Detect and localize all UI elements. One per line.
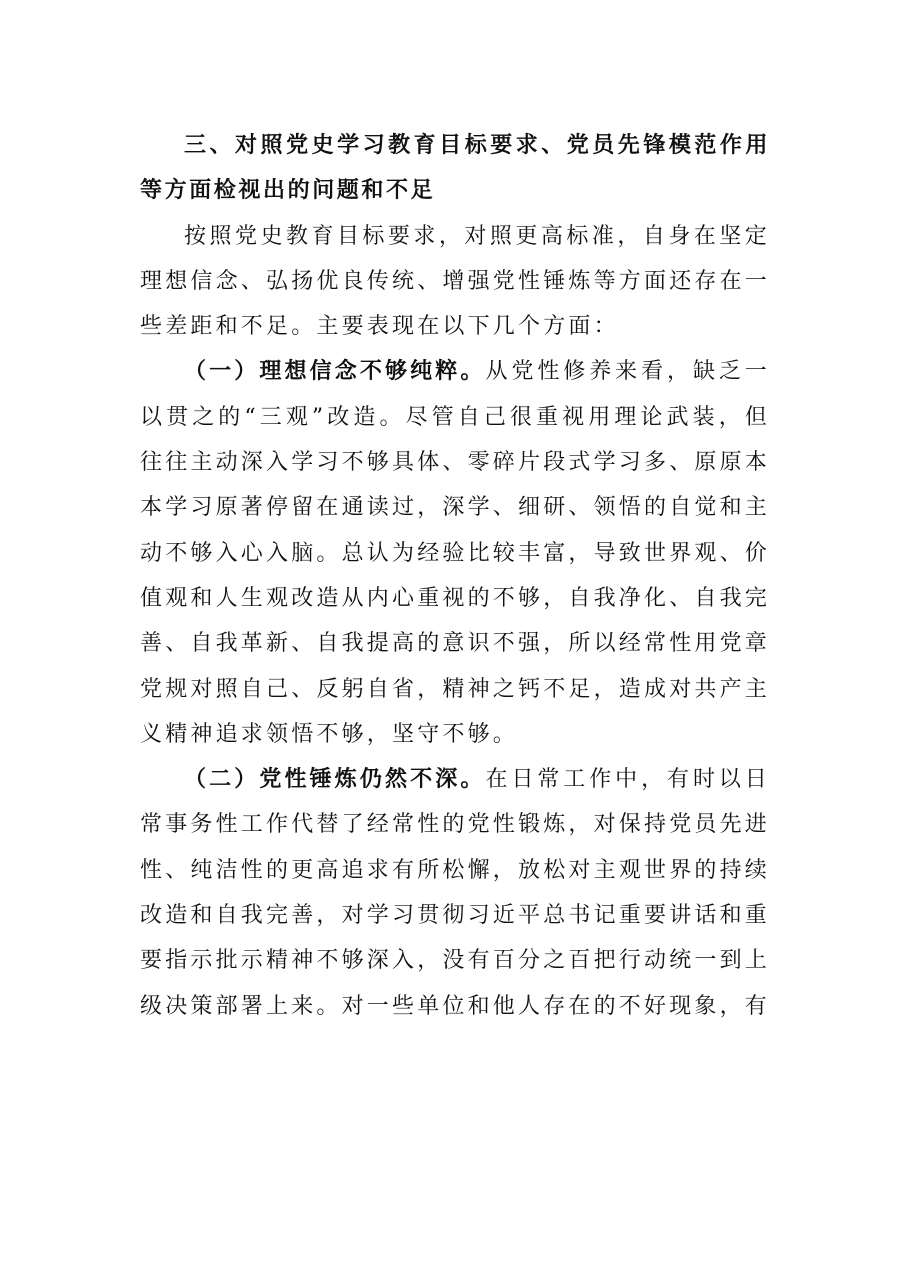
section-heading: 三、对照党史学习教育目标要求、党员先锋模范作用等方面检视出的问题和不足 (140, 133, 770, 204)
point-2-paragraph (140, 757, 770, 1029)
intro-paragraph: 按照党史教育目标要求，对照更高标准，自身在坚定理想信念、弘扬优良传统、增强党性锤炼等方面还存在一些差距和不足。主要表现在以下几个方面： (140, 223, 771, 340)
point-2-title: （二）党性锤炼仍然不深。 (184, 767, 486, 793)
point-1-title: （一）理想信念不够纯粹。 (184, 359, 486, 385)
point-1-body: 从党性修养来看，缺乏一以贯之的“三观”改造。尽管自己很重视用理论武装，但往往主动深入学习不够具体、零碎片段式学习多、原原本本学习原著停留在通读过，深学、细研、领悟的自觉和主动不够入心入脑。总认为经验比较丰富，导致世界观、价值观和人生观改造从内心重视的不够，自我净化、自我完善、自我革新、自我提高的意识不强，所以经常性用党章党规对照自己、反躬自省，精神之钙不足，造成对共产主义精神追求领悟不够，坚守不够。 (140, 359, 771, 747)
document-body (140, 123, 770, 1029)
point-2-body: 在日常工作中，有时以日常事务性工作代替了经常性的党性锻炼，对保持党员先进性、纯洁性的更高追求有所松懈，放松对主观世界的持续改造和自我完善，对学习贯彻习近平总书记重要讲话和重要指示批示精神不够深入，没有百分之百把行动统一到上级决策部署上来。对一些单位和他人存在的不好现象，有 (140, 767, 771, 1019)
point-1-paragraph (140, 349, 770, 757)
